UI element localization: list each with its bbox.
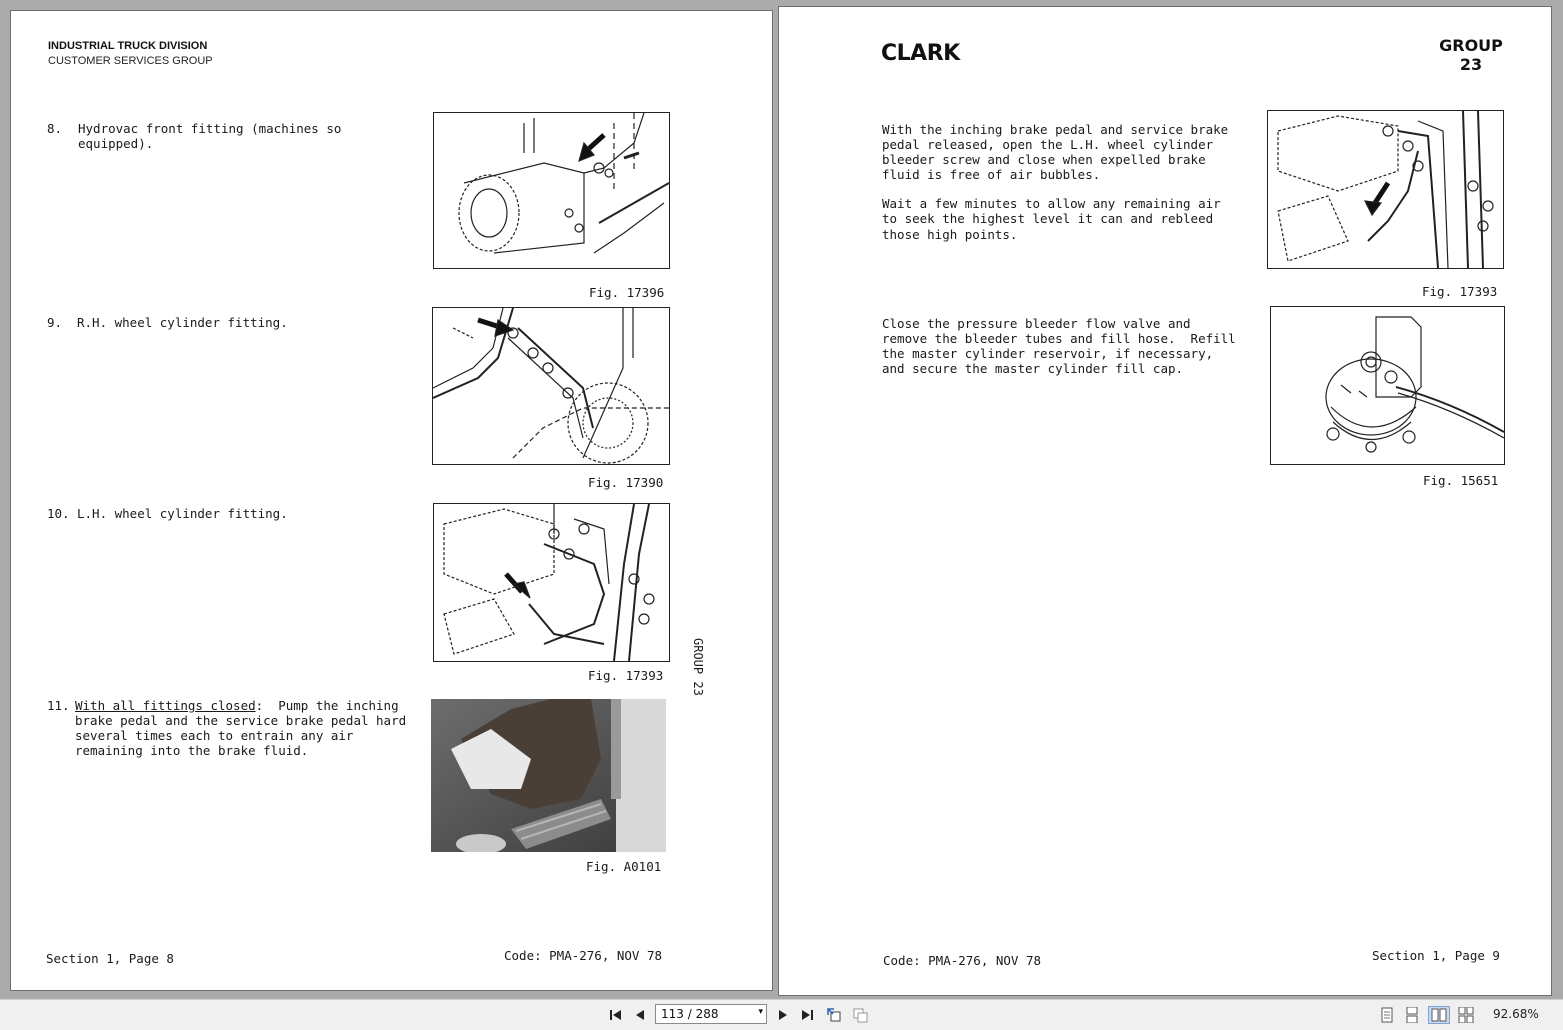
item-8-number: 8. — [47, 121, 63, 136]
header-division: INDUSTRIAL TRUCK DIVISION — [48, 40, 208, 52]
item-11-lead-rest: : Pump the inching — [255, 698, 399, 713]
item-9-text: R.H. wheel cylinder fitting. — [77, 315, 288, 330]
para3-line1: Close the pressure bleeder flow valve and — [882, 316, 1191, 331]
para2-line1: Wait a few minutes to allow any remaining air — [882, 196, 1221, 211]
group-number: 23 — [1459, 55, 1483, 74]
page-number-select[interactable] — [655, 1004, 767, 1024]
left-footer-section: Section 1, Page 8 — [46, 951, 174, 966]
item-11-number: 11. — [47, 698, 70, 713]
figure-17396-hydrovac-drawing — [433, 112, 670, 269]
figure-17393-caption: Fig. 17393 — [588, 668, 664, 683]
item-11-text-line2: brake pedal and the service brake pedal hard — [75, 713, 407, 728]
para1-line3: bleeder screw and close when expelled brake — [882, 152, 1206, 167]
prev-page-icon[interactable] — [631, 1006, 649, 1024]
item-8-text-line1: Hydrovac front fitting (machines so — [78, 121, 342, 136]
figure-17390-caption: Fig. 17390 — [588, 475, 664, 490]
item-11-text-line3: several times each to entrain any air — [75, 728, 354, 743]
figure-17390-rh-cylinder-drawing — [432, 307, 670, 465]
figure-17393-right-drawing — [1267, 110, 1504, 269]
facing-view-icon[interactable] — [1428, 1006, 1450, 1024]
single-page-view-icon[interactable] — [1379, 1006, 1395, 1024]
item-11-text-line1 — [75, 698, 399, 713]
figure-a0101-caption: Fig. A0101 — [586, 859, 662, 874]
continuous-view-icon[interactable] — [1404, 1006, 1420, 1024]
page-indicator-text: 113 / 288 — [661, 1007, 719, 1021]
chevron-down-icon: ▾ — [758, 1007, 763, 1017]
side-group-label: GROUP 23 — [691, 638, 705, 696]
figure-a0101-pedal-photo — [431, 699, 666, 852]
item-11-underlined-lead: With all fittings closed — [75, 698, 256, 713]
para2-line2: to seek the highest level it can and rebleed — [882, 211, 1214, 226]
zoom-level[interactable]: 92.68% — [1493, 1007, 1539, 1021]
para3-line2: remove the bleeder tubes and fill hose. Refill — [882, 331, 1236, 346]
item-8-text-line2: equipped). — [78, 136, 154, 151]
para2-line3: those high points. — [882, 227, 1018, 242]
figure-17396-caption: Fig. 17396 — [589, 285, 665, 300]
figure-17393-lh-cylinder-drawing — [433, 503, 670, 662]
viewer-toolbar — [0, 999, 1563, 1030]
item-11-text-line4: remaining into the brake fluid. — [75, 743, 309, 758]
go-forward-icon[interactable] — [850, 1006, 870, 1024]
first-page-icon[interactable] — [607, 1006, 625, 1024]
left-footer-code: Code: PMA-276, NOV 78 — [504, 948, 663, 963]
go-back-icon[interactable] — [824, 1006, 844, 1024]
continuous-facing-view-icon[interactable] — [1456, 1006, 1476, 1024]
right-footer-section: Section 1, Page 9 — [1372, 948, 1500, 963]
para3-line4: and secure the master cylinder fill cap. — [882, 361, 1184, 376]
item-10-text: L.H. wheel cylinder fitting. — [77, 506, 288, 521]
para1-line1: With the inching brake pedal and service brake — [882, 122, 1229, 137]
clark-logo: CLARK — [881, 41, 960, 66]
right-document-page — [778, 6, 1552, 996]
item-10-number: 10. — [47, 506, 70, 521]
right-footer-code: Code: PMA-276, NOV 78 — [883, 953, 1042, 968]
right-figure-17393-caption: Fig. 17393 — [1422, 284, 1498, 299]
left-document-page — [10, 10, 773, 991]
item-9-number: 9. — [47, 315, 63, 330]
group-label: GROUP — [1439, 36, 1503, 55]
para1-line2: pedal released, open the L.H. wheel cylinder — [882, 137, 1214, 152]
para1-line4: fluid is free of air bubbles. — [882, 167, 1101, 182]
next-page-icon[interactable] — [774, 1006, 792, 1024]
group-heading — [1431, 36, 1511, 74]
header-group: CUSTOMER SERVICES GROUP — [48, 55, 213, 67]
para3-line3: the master cylinder reservoir, if necessary, — [882, 346, 1214, 361]
last-page-icon[interactable] — [798, 1006, 816, 1024]
figure-15651-pressure-bleeder-drawing — [1270, 306, 1505, 465]
figure-15651-caption: Fig. 15651 — [1423, 473, 1499, 488]
